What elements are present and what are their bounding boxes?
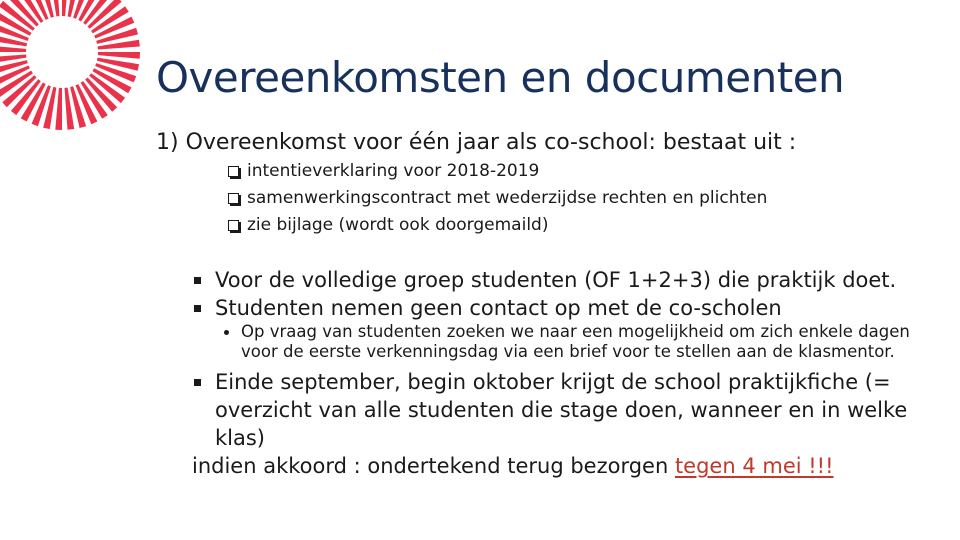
- round-bullet-icon: [224, 330, 229, 335]
- checklist-item-text: intentieverklaring voor 2018-2019: [247, 161, 540, 181]
- checklist-item: [228, 185, 767, 212]
- logo-ray: [62, 0, 69, 16]
- checklist-item-text: samenwerkingscontract met wederzijdse rechten en plichten: [247, 188, 768, 208]
- bullet-text: Einde september, begin oktober krijgt de school praktijkfiche (= overzicht van alle studenten die stage doen, wanneer en in welke klas): [215, 370, 908, 450]
- logo-ray: [98, 52, 140, 59]
- square-bullet-icon: [194, 379, 201, 386]
- closing-line: [192, 452, 932, 480]
- square-bullet-icon: [194, 277, 201, 284]
- sub-bullet-text: Op vraag van studenten zoeken we naar een mogelijkheid om zich enkele dagen voor de eerste verkenningsdag via een brief voor te stellen aan de klasmentor.: [241, 322, 910, 361]
- logo-ray: [55, 88, 62, 130]
- logo-ray: [0, 45, 26, 52]
- checklist-item: [228, 212, 767, 239]
- sunburst-logo-icon: [0, 0, 150, 135]
- checklist-item: [228, 158, 767, 185]
- bullet-item: [192, 266, 932, 294]
- bullet-item: [192, 294, 932, 322]
- sub-bullet-container: [192, 322, 932, 362]
- closing-text: indien akkoord : ondertekend terug bezorgen: [192, 454, 675, 478]
- bullet-list: [192, 266, 932, 480]
- checkbox-icon: [228, 166, 239, 177]
- slide-subtitle: 1) Overeenkomst voor één jaar als co-school: bestaat uit :: [156, 130, 797, 155]
- slide-title: Overeenkomsten en documenten: [156, 53, 845, 102]
- checkbox-icon: [228, 193, 239, 204]
- checklist: [228, 158, 767, 239]
- sub-bullet-list: [192, 322, 932, 362]
- checklist-item-text: zie bijlage (wordt ook doorgemaild): [247, 215, 549, 235]
- deadline-highlight: tegen 4 mei !!!: [674, 454, 834, 478]
- square-bullet-icon: [194, 305, 201, 312]
- bullet-item: [192, 368, 932, 452]
- checkbox-icon: [228, 220, 239, 231]
- sub-bullet-item: [224, 322, 932, 362]
- bullet-text: Studenten nemen geen contact op met de co-scholen: [215, 296, 782, 320]
- bullet-text: Voor de volledige groep studenten (OF 1+2+3) die praktijk doet.: [215, 268, 897, 292]
